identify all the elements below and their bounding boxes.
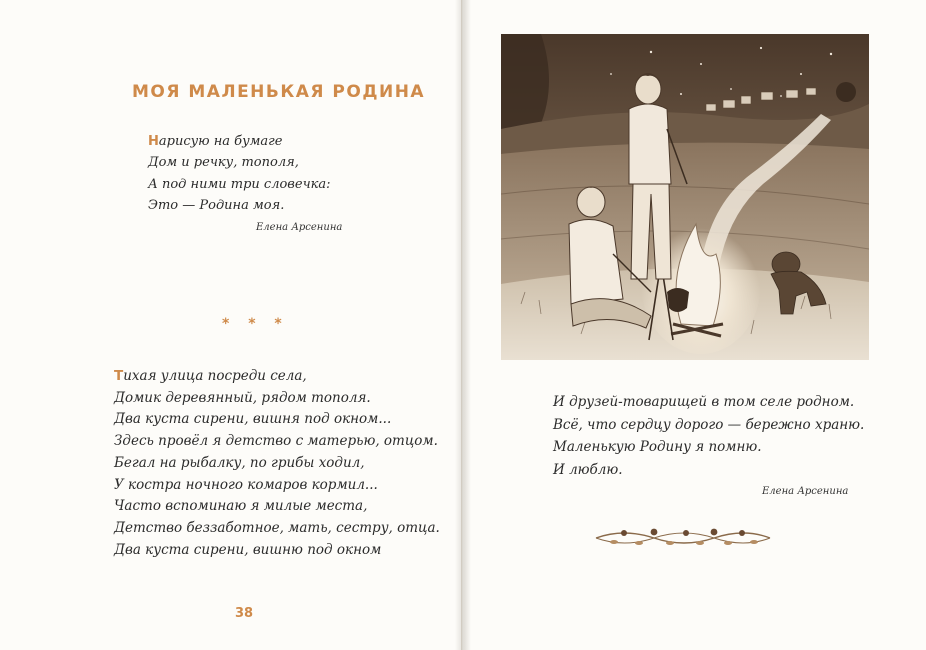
poem-line-text: арисую на бумаге xyxy=(158,134,283,149)
poem-line: У костра ночного комаров кормил... xyxy=(114,476,378,493)
floral-ornament xyxy=(594,524,772,550)
poem-author: Елена Арсенина xyxy=(256,222,343,233)
poem-nairisuyu xyxy=(148,131,331,216)
cooking-pot xyxy=(667,288,689,312)
distant-tree xyxy=(836,82,856,102)
campfire-illustration xyxy=(501,34,869,360)
drop-cap: Н xyxy=(148,134,159,149)
poem-line: И люблю. xyxy=(553,461,623,478)
poem-line xyxy=(114,366,440,388)
poem-line: Часто вспоминаю я милые места, xyxy=(114,498,368,515)
poem-line: Дом и речку, тополя, xyxy=(148,155,299,171)
poem-line: Два куста сирени, вишня под окном... xyxy=(114,411,392,428)
poem-line: Это — Родина моя. xyxy=(148,197,285,213)
drop-cap: Т xyxy=(114,368,124,384)
section-separator: * * * xyxy=(222,316,289,332)
poem-continuation xyxy=(553,391,864,481)
poem-line: И друзей-товарищей в том селе родном. xyxy=(553,394,855,410)
poem-line: Два куста сирени, вишню под окном xyxy=(114,541,382,558)
poem-line: А под ними три словечка: xyxy=(148,176,331,192)
page-number: 38 xyxy=(235,606,254,621)
book-gutter xyxy=(455,0,471,650)
poem-line: Бегал на рыбалку, по грибы ходил, xyxy=(114,454,365,471)
poem-line: Всё, что сердцу дорого — бережно храню. xyxy=(553,416,865,433)
poem-line-text: ихая улица посреди села, xyxy=(123,368,307,384)
poem-line: Здесь провёл я детство с матерью, отцом. xyxy=(114,433,438,450)
poem-line: Маленькую Родину я помню. xyxy=(553,439,762,455)
poem-line: Детство беззаботное, мать, сестру, отца. xyxy=(114,519,440,536)
poem-line xyxy=(148,131,331,152)
poem-author: Елена Арсенина xyxy=(762,486,849,497)
poem-line: Домик деревянный, рядом тополя. xyxy=(114,389,371,406)
poem-tikhaya-ulitsa xyxy=(114,366,440,561)
poem-title: МОЯ МАЛЕНЬКАЯ РОДИНА xyxy=(132,82,426,102)
